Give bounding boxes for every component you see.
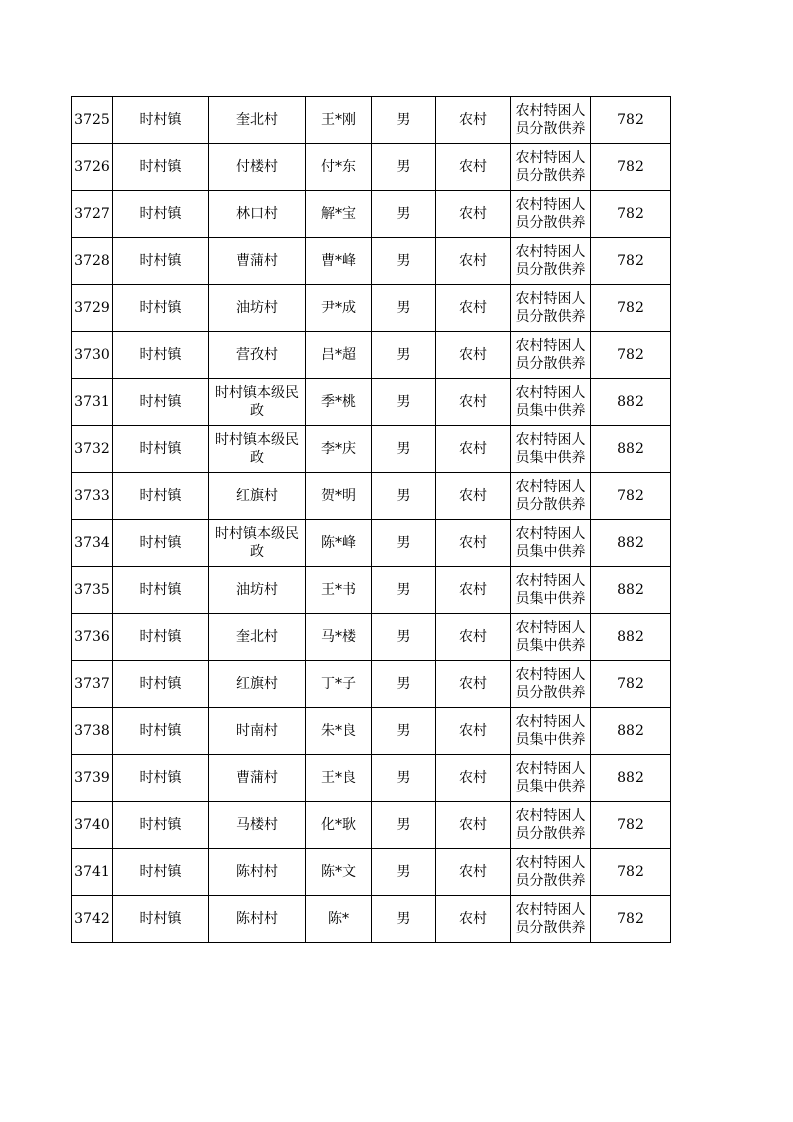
relief-type-cell: 农村特困人员分散供养 bbox=[511, 802, 591, 849]
village-cell: 林口村 bbox=[209, 191, 306, 238]
amount-cell: 782 bbox=[591, 896, 671, 943]
relief-type-cell: 农村特困人员分散供养 bbox=[511, 238, 591, 285]
amount-cell: 782 bbox=[591, 191, 671, 238]
table-row bbox=[72, 379, 671, 426]
village-cell: 陈村村 bbox=[209, 896, 306, 943]
gender-cell: 男 bbox=[372, 614, 436, 661]
town-cell: 时村镇 bbox=[113, 567, 209, 614]
amount-cell: 882 bbox=[591, 520, 671, 567]
relief-type-cell: 农村特困人员集中供养 bbox=[511, 755, 591, 802]
table-row bbox=[72, 755, 671, 802]
gender-cell: 男 bbox=[372, 896, 436, 943]
name-cell: 付*东 bbox=[306, 144, 372, 191]
name-cell: 朱*良 bbox=[306, 708, 372, 755]
name-cell: 尹*成 bbox=[306, 285, 372, 332]
area-cell: 农村 bbox=[436, 285, 511, 332]
amount-cell: 882 bbox=[591, 708, 671, 755]
gender-cell: 男 bbox=[372, 661, 436, 708]
gender-cell: 男 bbox=[372, 238, 436, 285]
row-number: 3735 bbox=[72, 567, 113, 614]
name-cell: 陈*文 bbox=[306, 849, 372, 896]
name-cell: 马*楼 bbox=[306, 614, 372, 661]
row-number: 3728 bbox=[72, 238, 113, 285]
table-row bbox=[72, 238, 671, 285]
town-cell: 时村镇 bbox=[113, 614, 209, 661]
village-cell: 奎北村 bbox=[209, 97, 306, 144]
name-cell: 李*庆 bbox=[306, 426, 372, 473]
gender-cell: 男 bbox=[372, 379, 436, 426]
relief-roster-table bbox=[71, 96, 671, 943]
village-cell: 时村镇本级民政 bbox=[209, 426, 306, 473]
name-cell: 王*书 bbox=[306, 567, 372, 614]
amount-cell: 882 bbox=[591, 614, 671, 661]
town-cell: 时村镇 bbox=[113, 332, 209, 379]
table-row bbox=[72, 520, 671, 567]
relief-type-cell: 农村特困人员集中供养 bbox=[511, 614, 591, 661]
name-cell: 吕*超 bbox=[306, 332, 372, 379]
row-number: 3725 bbox=[72, 97, 113, 144]
village-cell: 油坊村 bbox=[209, 567, 306, 614]
town-cell: 时村镇 bbox=[113, 755, 209, 802]
town-cell: 时村镇 bbox=[113, 520, 209, 567]
area-cell: 农村 bbox=[436, 614, 511, 661]
gender-cell: 男 bbox=[372, 473, 436, 520]
gender-cell: 男 bbox=[372, 285, 436, 332]
table-row bbox=[72, 849, 671, 896]
row-number: 3729 bbox=[72, 285, 113, 332]
area-cell: 农村 bbox=[436, 191, 511, 238]
table-row bbox=[72, 661, 671, 708]
town-cell: 时村镇 bbox=[113, 708, 209, 755]
relief-type-cell: 农村特困人员分散供养 bbox=[511, 285, 591, 332]
row-number: 3733 bbox=[72, 473, 113, 520]
area-cell: 农村 bbox=[436, 520, 511, 567]
town-cell: 时村镇 bbox=[113, 661, 209, 708]
name-cell: 陈* bbox=[306, 896, 372, 943]
village-cell: 付楼村 bbox=[209, 144, 306, 191]
relief-type-cell: 农村特困人员集中供养 bbox=[511, 426, 591, 473]
table-row bbox=[72, 144, 671, 191]
relief-type-cell: 农村特困人员分散供养 bbox=[511, 332, 591, 379]
row-number: 3730 bbox=[72, 332, 113, 379]
row-number: 3737 bbox=[72, 661, 113, 708]
relief-type-cell: 农村特困人员分散供养 bbox=[511, 849, 591, 896]
relief-type-cell: 农村特困人员集中供养 bbox=[511, 708, 591, 755]
amount-cell: 882 bbox=[591, 567, 671, 614]
amount-cell: 882 bbox=[591, 426, 671, 473]
row-number: 3732 bbox=[72, 426, 113, 473]
gender-cell: 男 bbox=[372, 97, 436, 144]
gender-cell: 男 bbox=[372, 849, 436, 896]
table-row bbox=[72, 896, 671, 943]
area-cell: 农村 bbox=[436, 473, 511, 520]
town-cell: 时村镇 bbox=[113, 144, 209, 191]
roster-body bbox=[72, 97, 671, 943]
relief-type-cell: 农村特困人员分散供养 bbox=[511, 97, 591, 144]
village-cell: 时村镇本级民政 bbox=[209, 379, 306, 426]
village-cell: 奎北村 bbox=[209, 614, 306, 661]
amount-cell: 882 bbox=[591, 379, 671, 426]
village-cell: 马楼村 bbox=[209, 802, 306, 849]
table-row bbox=[72, 473, 671, 520]
table-row bbox=[72, 191, 671, 238]
town-cell: 时村镇 bbox=[113, 238, 209, 285]
area-cell: 农村 bbox=[436, 332, 511, 379]
row-number: 3731 bbox=[72, 379, 113, 426]
amount-cell: 782 bbox=[591, 332, 671, 379]
amount-cell: 882 bbox=[591, 755, 671, 802]
amount-cell: 782 bbox=[591, 97, 671, 144]
gender-cell: 男 bbox=[372, 567, 436, 614]
town-cell: 时村镇 bbox=[113, 896, 209, 943]
amount-cell: 782 bbox=[591, 661, 671, 708]
village-cell: 曹蒲村 bbox=[209, 755, 306, 802]
row-number: 3736 bbox=[72, 614, 113, 661]
relief-type-cell: 农村特困人员分散供养 bbox=[511, 473, 591, 520]
area-cell: 农村 bbox=[436, 379, 511, 426]
name-cell: 陈*峰 bbox=[306, 520, 372, 567]
row-number: 3726 bbox=[72, 144, 113, 191]
town-cell: 时村镇 bbox=[113, 473, 209, 520]
town-cell: 时村镇 bbox=[113, 379, 209, 426]
area-cell: 农村 bbox=[436, 426, 511, 473]
table-row bbox=[72, 708, 671, 755]
table-row bbox=[72, 567, 671, 614]
area-cell: 农村 bbox=[436, 849, 511, 896]
name-cell: 季*桃 bbox=[306, 379, 372, 426]
town-cell: 时村镇 bbox=[113, 191, 209, 238]
area-cell: 农村 bbox=[436, 97, 511, 144]
town-cell: 时村镇 bbox=[113, 285, 209, 332]
table-row bbox=[72, 802, 671, 849]
gender-cell: 男 bbox=[372, 191, 436, 238]
gender-cell: 男 bbox=[372, 708, 436, 755]
table-row bbox=[72, 332, 671, 379]
village-cell: 油坊村 bbox=[209, 285, 306, 332]
amount-cell: 782 bbox=[591, 473, 671, 520]
row-number: 3741 bbox=[72, 849, 113, 896]
area-cell: 农村 bbox=[436, 708, 511, 755]
table-row bbox=[72, 285, 671, 332]
amount-cell: 782 bbox=[591, 285, 671, 332]
table-row bbox=[72, 614, 671, 661]
area-cell: 农村 bbox=[436, 755, 511, 802]
area-cell: 农村 bbox=[436, 661, 511, 708]
row-number: 3738 bbox=[72, 708, 113, 755]
gender-cell: 男 bbox=[372, 520, 436, 567]
name-cell: 化*耿 bbox=[306, 802, 372, 849]
row-number: 3742 bbox=[72, 896, 113, 943]
name-cell: 解*宝 bbox=[306, 191, 372, 238]
area-cell: 农村 bbox=[436, 567, 511, 614]
gender-cell: 男 bbox=[372, 755, 436, 802]
area-cell: 农村 bbox=[436, 144, 511, 191]
amount-cell: 782 bbox=[591, 849, 671, 896]
relief-type-cell: 农村特困人员集中供养 bbox=[511, 567, 591, 614]
name-cell: 贺*明 bbox=[306, 473, 372, 520]
village-cell: 曹蒲村 bbox=[209, 238, 306, 285]
town-cell: 时村镇 bbox=[113, 426, 209, 473]
town-cell: 时村镇 bbox=[113, 802, 209, 849]
amount-cell: 782 bbox=[591, 144, 671, 191]
village-cell: 时南村 bbox=[209, 708, 306, 755]
gender-cell: 男 bbox=[372, 802, 436, 849]
amount-cell: 782 bbox=[591, 238, 671, 285]
relief-type-cell: 农村特困人员集中供养 bbox=[511, 379, 591, 426]
table-row bbox=[72, 426, 671, 473]
relief-type-cell: 农村特困人员分散供养 bbox=[511, 191, 591, 238]
relief-type-cell: 农村特困人员分散供养 bbox=[511, 144, 591, 191]
village-cell: 陈村村 bbox=[209, 849, 306, 896]
row-number: 3740 bbox=[72, 802, 113, 849]
village-cell: 时村镇本级民政 bbox=[209, 520, 306, 567]
relief-type-cell: 农村特困人员分散供养 bbox=[511, 661, 591, 708]
name-cell: 王*刚 bbox=[306, 97, 372, 144]
row-number: 3727 bbox=[72, 191, 113, 238]
gender-cell: 男 bbox=[372, 144, 436, 191]
area-cell: 农村 bbox=[436, 896, 511, 943]
village-cell: 红旗村 bbox=[209, 473, 306, 520]
area-cell: 农村 bbox=[436, 802, 511, 849]
amount-cell: 782 bbox=[591, 802, 671, 849]
town-cell: 时村镇 bbox=[113, 97, 209, 144]
village-cell: 红旗村 bbox=[209, 661, 306, 708]
name-cell: 王*良 bbox=[306, 755, 372, 802]
row-number: 3734 bbox=[72, 520, 113, 567]
town-cell: 时村镇 bbox=[113, 849, 209, 896]
village-cell: 营孜村 bbox=[209, 332, 306, 379]
row-number: 3739 bbox=[72, 755, 113, 802]
table-row bbox=[72, 97, 671, 144]
relief-type-cell: 农村特困人员分散供养 bbox=[511, 896, 591, 943]
name-cell: 丁*子 bbox=[306, 661, 372, 708]
area-cell: 农村 bbox=[436, 238, 511, 285]
gender-cell: 男 bbox=[372, 426, 436, 473]
gender-cell: 男 bbox=[372, 332, 436, 379]
relief-type-cell: 农村特困人员集中供养 bbox=[511, 520, 591, 567]
name-cell: 曹*峰 bbox=[306, 238, 372, 285]
